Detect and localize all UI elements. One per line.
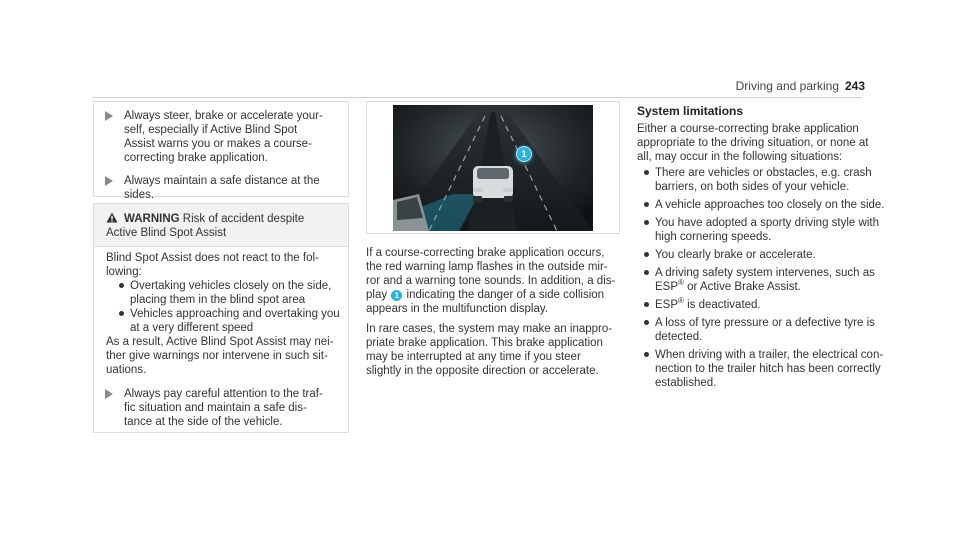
- warning-title-text: Risk of accident despite: [182, 213, 305, 225]
- bullet-dot-icon: [644, 270, 649, 275]
- note-line: sides.: [124, 189, 155, 201]
- note-item: [94, 174, 348, 202]
- caption-line: may be interrupted at any time if you steer: [366, 351, 581, 363]
- intro-line: all, may occur in the following situations:: [637, 151, 843, 163]
- caption-line: priate brake application. This brake application: [366, 337, 603, 349]
- bullet-line: at a very different speed: [130, 322, 254, 334]
- list-item: [643, 298, 897, 312]
- arrow-bullet-icon: [105, 111, 113, 121]
- caption-line: In rare cases, the system may make an inappro-: [366, 323, 613, 335]
- note-line: self, especially if Active Blind Spot: [124, 124, 298, 136]
- bullet-line: A vehicle approaches too closely on the side.: [655, 199, 885, 211]
- caption-line: ror and a warning tone sounds. In addition, a dis-: [366, 275, 616, 287]
- list-item: [643, 348, 897, 390]
- arrow-bullet-icon: [105, 176, 113, 186]
- bullet-line: nection to the trailer hitch has been correctly: [655, 363, 881, 375]
- bullet-text: or Active Brake Assist.: [683, 281, 801, 293]
- bullet-line: When driving with a trailer, the electrical con-: [655, 349, 884, 361]
- bullet-dot-icon: [644, 170, 649, 175]
- bullet-dot-icon: [119, 311, 124, 316]
- arrow-bullet-icon: [105, 389, 113, 399]
- registered-mark: ®: [678, 278, 684, 288]
- page-number: 243: [845, 79, 866, 93]
- bullet-line: high cornering speeds.: [655, 231, 772, 243]
- registered-mark: ®: [678, 296, 684, 306]
- system-limitations-section: [637, 104, 897, 390]
- bullet-dot-icon: [644, 220, 649, 225]
- bullet-line: You have adopted a sporty driving style with: [655, 217, 879, 229]
- section-heading: System limitations: [637, 104, 744, 118]
- warning-result-line: uations.: [106, 364, 147, 376]
- list-item: [643, 166, 897, 194]
- esp-text: ESP: [655, 299, 679, 311]
- esp-text: ESP: [655, 281, 679, 293]
- bullet-text: is deactivated.: [683, 299, 761, 311]
- bullet-line: [655, 280, 897, 294]
- bullet-line: There are vehicles or obstacles, e.g. crash: [655, 167, 872, 179]
- warning-body: [94, 247, 348, 377]
- caption-text: play: [366, 289, 388, 301]
- warning-title: [106, 212, 340, 226]
- list-item: [118, 307, 340, 335]
- bullet-dot-icon: [644, 320, 649, 325]
- action-line: tance at the side of the vehicle.: [124, 416, 283, 428]
- limitations-list: [643, 166, 897, 390]
- caption-line: appears in the multifunction display.: [366, 303, 548, 315]
- bullet-dot-icon: [119, 283, 124, 288]
- list-item: [643, 266, 897, 294]
- caption-line: slightly in the opposite direction or accelerate.: [366, 365, 599, 377]
- warning-result-line: As a result, Active Blind Spot Assist may nei-: [106, 336, 334, 348]
- intro-line: Either a course-correcting brake application: [637, 123, 859, 135]
- note-line: Always maintain a safe distance at the: [124, 175, 320, 187]
- warning-subtitle: Active Blind Spot Assist: [106, 227, 227, 239]
- notes-box: [93, 101, 349, 201]
- bullet-line: detected.: [655, 331, 703, 343]
- bullet-line: Overtaking vehicles closely on the side,: [130, 280, 332, 292]
- caption-line: [366, 288, 622, 302]
- warning-label: WARNING: [124, 213, 180, 225]
- bullet-line: Vehicles approaching and overtaking you: [130, 308, 340, 320]
- bullet-dot-icon: [644, 352, 649, 357]
- action-line: fic situation and maintain a safe dis-: [124, 402, 307, 414]
- bullet-line: [655, 298, 897, 312]
- blind-spot-assist-illustration: [367, 102, 619, 233]
- bullet-line: barriers, on both sides of your vehicle.: [655, 181, 850, 193]
- list-item: [643, 216, 897, 244]
- bullet-line: A loss of tyre pressure or a defective tyre is: [655, 317, 875, 329]
- figure-caption: [366, 246, 622, 378]
- caption-text: indicating the danger of a side collision: [406, 289, 605, 301]
- list-item: [643, 248, 897, 262]
- header-divider: [92, 97, 862, 98]
- note-line: Always steer, brake or accelerate your-: [124, 110, 323, 122]
- bullet-line: A driving safety system intervenes, such as: [655, 267, 875, 279]
- note-line: correcting brake application.: [124, 152, 268, 164]
- bullet-line: established.: [655, 377, 717, 389]
- warning-action: [94, 387, 348, 429]
- figure-frame: [366, 101, 620, 234]
- caption-line: If a course-correcting brake application occurs,: [366, 247, 605, 259]
- list-item: [118, 279, 340, 307]
- warning-box: [93, 203, 349, 433]
- bullet-line: You clearly brake or accelerate.: [655, 249, 816, 261]
- warning-intro-line: Blind Spot Assist does not react to the fol-: [106, 252, 319, 264]
- running-header-title: Driving and parking: [735, 79, 839, 93]
- action-line: Always pay careful attention to the traf-: [124, 388, 323, 400]
- figure-callout: 1: [516, 146, 532, 162]
- callout-marker: 1: [391, 290, 402, 301]
- bullet-dot-icon: [644, 252, 649, 257]
- warning-bullet-list: [118, 279, 340, 335]
- warning-triangle-icon: [106, 212, 118, 223]
- bullet-dot-icon: [644, 302, 649, 307]
- list-item: [643, 198, 897, 212]
- warning-result-line: ther give warnings nor intervene in such sit-: [106, 350, 328, 362]
- warning-header: [94, 204, 348, 247]
- bullet-dot-icon: [644, 202, 649, 207]
- list-item: [643, 316, 897, 344]
- note-line: Assist warns you or makes a course-: [124, 138, 312, 150]
- intro-line: appropriate to the driving situation, or none at: [637, 137, 869, 149]
- bullet-line: placing them in the blind spot area: [130, 294, 306, 306]
- warning-intro-line: lowing:: [106, 266, 142, 278]
- note-item: [94, 109, 348, 165]
- caption-line: the red warning lamp flashes in the outside mir-: [366, 261, 608, 273]
